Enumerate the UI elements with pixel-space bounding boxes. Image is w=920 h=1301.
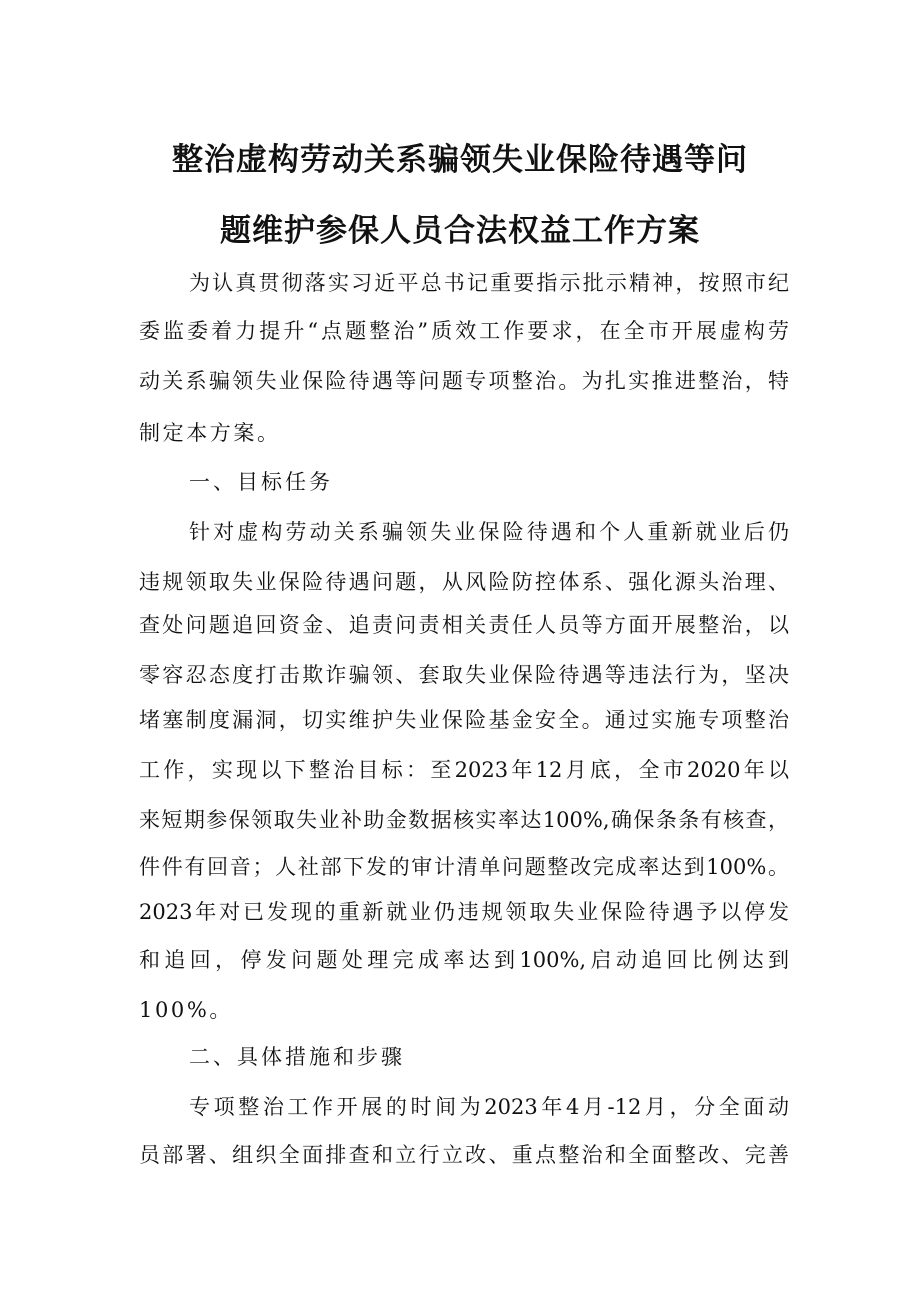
intro-line-2: 委监委着力提升“点题整治”质效工作要求，在全市开展虚构劳 [139,319,789,343]
section-1-line-9: 2023年对已发现的重新就业仍违规领取失业保险待遇予以停发 [139,900,789,924]
intro-line-4: 制定本方案。 [139,421,281,445]
section-1-line-4: 零容忍态度打击欺诈骗领、套取失业保险待遇等违法行为，坚决 [139,663,789,687]
document-title-line-2: 题维护参保人员合法权益工作方案 [220,213,700,249]
section-1-line-10: 和追回，停发问题处理完成率达到100%,启动追回比例达到 [139,948,789,972]
section-1-line-8: 件件有回音；人社部下发的审计清单问题整改完成率达到100%。 [139,855,789,879]
intro-line-1: 为认真贯彻落实习近平总书记重要指示批示精神，按照市纪 [189,271,789,295]
section-1-line-3: 查处问题追回资金、追责问责相关责任人员等方面开展整治，以 [139,613,789,637]
document-title-line-1: 整治虚构劳动关系骗领失业保险待遇等问 [172,142,748,178]
section-1-line-7: 来短期参保领取失业补助金数据核实率达100%,确保条条有核查， [139,808,789,832]
section-2-heading: 二、具体措施和步骤 [189,1045,405,1069]
section-1-line-6: 工作，实现以下整治目标：至2023年12月底，全市2020年以 [139,758,789,782]
intro-line-3: 动关系骗领失业保险待遇等问题专项整治。为扎实推进整治，特 [139,369,789,393]
section-1-line-5: 堵塞制度漏洞，切实维护失业保险基金安全。通过实施专项整治 [139,708,789,732]
section-1-line-1: 针对虚构劳动关系骗领失业保险待遇和个人重新就业后仍 [189,520,789,544]
section-1-heading: 一、目标任务 [189,470,333,494]
section-1-line-11: 100%。 [139,998,234,1022]
section-2-line-2: 员部署、组织全面排查和立行立改、重点整治和全面整改、完善 [139,1143,789,1167]
section-1-line-2: 违规领取失业保险待遇问题，从风险防控体系、强化源头治理、 [139,570,789,594]
section-2-line-1: 专项整治工作开展的时间为2023年4月-12月，分全面动 [189,1095,789,1119]
